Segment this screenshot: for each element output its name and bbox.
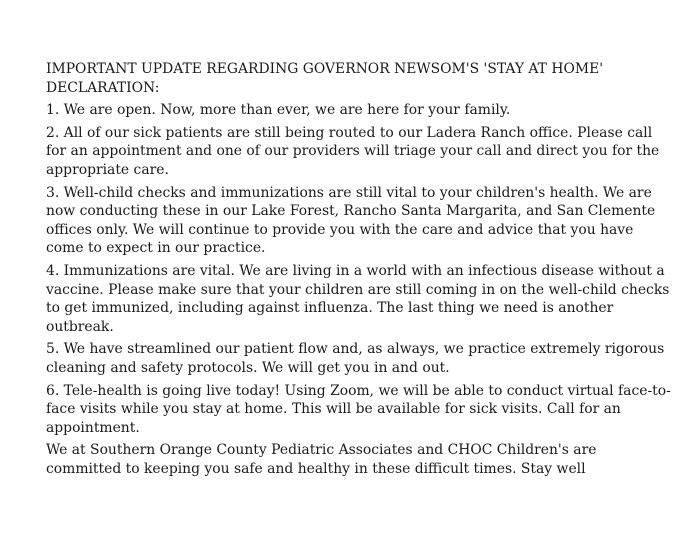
document-body[interactable] [46, 60, 671, 482]
document-heading: IMPORTANT UPDATE REGARDING GOVERNOR NEWSOM'S 'STAY AT HOME' DECLARATION: [46, 61, 604, 96]
paragraph-item-6: 6. Tele-health is going live today! Using Zoom, we will be able to conduct virtual face-to-face visits while you stay at home. This will be available for sick visits. Call for an appointment. [46, 382, 671, 436]
paragraph-item-4: 4. Immunizations are vital. We are living in a world with an infectious disease without a vaccine. Please make sure that your children are still coming in on the well-child checks to get immunized, including against influenza. The last thing we need is another outbreak. [46, 262, 670, 335]
paragraph-item-1: 1. We are open. Now, more than ever, we are here for your family. [46, 102, 511, 119]
paragraph-item-5: 5. We have streamlined our patient flow and, as always, we practice extremely rigorous cleaning and safety protocols. We will get you in and out. [46, 341, 665, 376]
paragraph-item-2: 2. All of our sick patients are still being routed to our Ladera Ranch office. Please call for an appointment and one of our providers will triage your call and direct you for the appropriate care. [46, 124, 660, 178]
paragraph-item-3: 3. Well-child checks and immunizations are still vital to your children's health. We are now conducting these in our Lake Forest, Rancho Santa Margarita, and San Clemente offices only. We will continue to provide you with the care and advice that you have come to expect in our practice. [46, 184, 656, 257]
closing-paragraph: We at Southern Orange County Pediatric Associates and CHOC Children's are committed to keeping you safe and healthy in these difficult times. Stay well [46, 442, 597, 477]
